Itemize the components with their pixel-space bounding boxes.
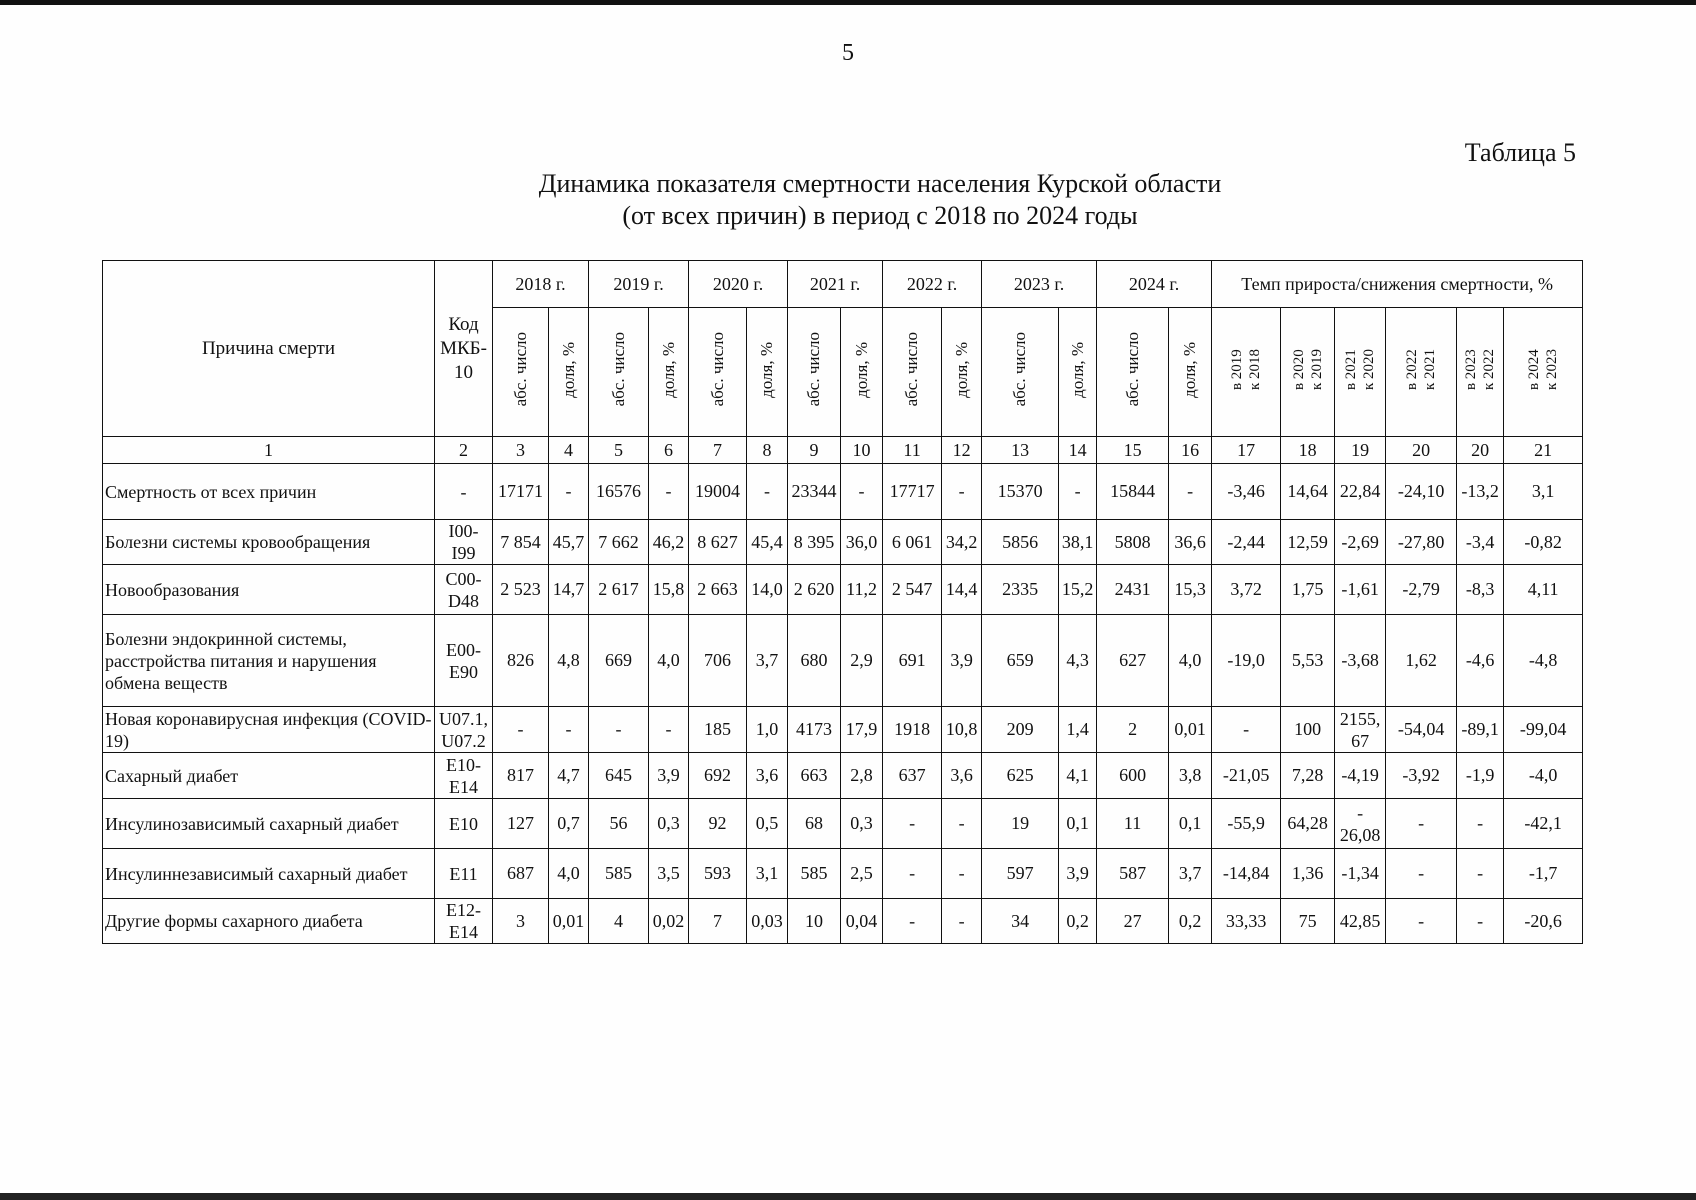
- header-rate-label: в 2021 к 2020: [1343, 348, 1378, 391]
- mortality-table: [102, 260, 1583, 944]
- value-cell: -: [883, 799, 942, 849]
- header-share-3: [841, 308, 883, 437]
- value-cell: -: [747, 464, 788, 520]
- value-cell: -: [1457, 849, 1504, 899]
- header-year-2022: 2022 г.: [883, 261, 982, 308]
- column-number: 10: [841, 437, 883, 464]
- scan-bottom-edge: [0, 1193, 1696, 1200]
- header-rate-col-3: [1386, 308, 1457, 437]
- header-abs-count-6: [1097, 308, 1169, 437]
- value-cell: 625: [982, 753, 1059, 799]
- value-cell: 17717: [883, 464, 942, 520]
- column-number: 9: [788, 437, 841, 464]
- value-cell: -14,84: [1212, 849, 1281, 899]
- value-cell: 5856: [982, 520, 1059, 565]
- value-cell: -2,44: [1212, 520, 1281, 565]
- icd-code-cell: U07.1, U07.2: [435, 707, 493, 753]
- value-cell: 75: [1281, 899, 1335, 944]
- cause-cell: Болезни эндокринной системы, расстройства питания и нарушения обмена веществ: [103, 615, 435, 707]
- header-year-2024: 2024 г.: [1097, 261, 1212, 308]
- value-cell: 42,85: [1335, 899, 1386, 944]
- table-title: [440, 168, 1320, 232]
- value-cell: 14,4: [942, 565, 982, 615]
- value-cell: 7,28: [1281, 753, 1335, 799]
- cause-cell: Болезни системы кровообращения: [103, 520, 435, 565]
- header-share-0: [549, 308, 589, 437]
- table-row: [103, 464, 1583, 520]
- value-cell: 15,2: [1059, 565, 1097, 615]
- value-cell: 17,9: [841, 707, 883, 753]
- value-cell: -20,6: [1504, 899, 1583, 944]
- cause-cell: Сахарный диабет: [103, 753, 435, 799]
- value-cell: -3,92: [1386, 753, 1457, 799]
- value-cell: -27,80: [1386, 520, 1457, 565]
- value-cell: 15844: [1097, 464, 1169, 520]
- value-cell: 3,8: [1169, 753, 1212, 799]
- value-cell: -: [1386, 799, 1457, 849]
- value-cell: 1,4: [1059, 707, 1097, 753]
- value-cell: 2 547: [883, 565, 942, 615]
- value-cell: -1,9: [1457, 753, 1504, 799]
- header-rate-label: в 2022 к 2021: [1404, 348, 1439, 391]
- value-cell: 0,1: [1059, 799, 1097, 849]
- value-cell: 0,7: [549, 799, 589, 849]
- column-number: 2: [435, 437, 493, 464]
- value-cell: -8,3: [1457, 565, 1504, 615]
- header-share-label: доля, %: [1180, 341, 1200, 398]
- table-row: [103, 753, 1583, 799]
- value-cell: 34,2: [942, 520, 982, 565]
- value-cell: 687: [493, 849, 549, 899]
- header-year-2019: 2019 г.: [589, 261, 689, 308]
- value-cell: 127: [493, 799, 549, 849]
- icd-code-cell: C00- D48: [435, 565, 493, 615]
- header-year-2020: 2020 г.: [689, 261, 788, 308]
- value-cell: 15370: [982, 464, 1059, 520]
- value-cell: 2155, 67: [1335, 707, 1386, 753]
- value-cell: 17171: [493, 464, 549, 520]
- cause-cell: Другие формы сахарного диабета: [103, 899, 435, 944]
- value-cell: 0,03: [747, 899, 788, 944]
- value-cell: -: [942, 899, 982, 944]
- value-cell: -54,04: [1386, 707, 1457, 753]
- cause-cell: Новая коронавирусная инфекция (COVID-19): [103, 707, 435, 753]
- value-cell: 23344: [788, 464, 841, 520]
- value-cell: -55,9: [1212, 799, 1281, 849]
- column-number: 20: [1386, 437, 1457, 464]
- value-cell: 0,01: [1169, 707, 1212, 753]
- header-abs-count-2: [689, 308, 747, 437]
- value-cell: 0,1: [1169, 799, 1212, 849]
- value-cell: 692: [689, 753, 747, 799]
- value-cell: - 26,08: [1335, 799, 1386, 849]
- value-cell: -: [942, 464, 982, 520]
- value-cell: -: [841, 464, 883, 520]
- value-cell: -2,69: [1335, 520, 1386, 565]
- icd-code-cell: I00- I99: [435, 520, 493, 565]
- value-cell: 36,6: [1169, 520, 1212, 565]
- column-number-row: [103, 437, 1583, 464]
- value-cell: 45,7: [549, 520, 589, 565]
- value-cell: -: [649, 464, 689, 520]
- header-abs-label: абс. число: [608, 332, 628, 407]
- column-number: 4: [549, 437, 589, 464]
- column-number: 3: [493, 437, 549, 464]
- value-cell: 4,0: [1169, 615, 1212, 707]
- header-rate-col-4: [1457, 308, 1504, 437]
- cause-cell: Инсулиннезависимый сахарный диабет: [103, 849, 435, 899]
- icd-code-cell: E10- E14: [435, 753, 493, 799]
- value-cell: -4,0: [1504, 753, 1583, 799]
- value-cell: 10: [788, 899, 841, 944]
- value-cell: -4,8: [1504, 615, 1583, 707]
- value-cell: 2335: [982, 565, 1059, 615]
- value-cell: 0,04: [841, 899, 883, 944]
- icd-code-cell: E12- E14: [435, 899, 493, 944]
- header-share-2: [747, 308, 788, 437]
- value-cell: 645: [589, 753, 649, 799]
- header-rate-label: в 2024 к 2023: [1526, 348, 1561, 391]
- header-rate-col-5: [1504, 308, 1583, 437]
- value-cell: -: [1457, 899, 1504, 944]
- value-cell: 680: [788, 615, 841, 707]
- value-cell: -: [883, 899, 942, 944]
- value-cell: 68: [788, 799, 841, 849]
- value-cell: 209: [982, 707, 1059, 753]
- value-cell: -1,34: [1335, 849, 1386, 899]
- icd-code-cell: E11: [435, 849, 493, 899]
- table-label: Таблица 5: [1464, 138, 1576, 167]
- header-abs-label: абс. число: [1122, 332, 1142, 407]
- header-share-label: доля, %: [658, 341, 678, 398]
- value-cell: 36,0: [841, 520, 883, 565]
- value-cell: 1,0: [747, 707, 788, 753]
- value-cell: -4,19: [1335, 753, 1386, 799]
- header-year-2023: 2023 г.: [982, 261, 1097, 308]
- value-cell: 64,28: [1281, 799, 1335, 849]
- value-cell: 600: [1097, 753, 1169, 799]
- column-number: 17: [1212, 437, 1281, 464]
- column-number: 1: [103, 437, 435, 464]
- value-cell: 7: [689, 899, 747, 944]
- header-share-label: доля, %: [757, 341, 777, 398]
- value-cell: 14,64: [1281, 464, 1335, 520]
- value-cell: 5808: [1097, 520, 1169, 565]
- value-cell: 4: [589, 899, 649, 944]
- page-number: 5: [842, 40, 854, 66]
- value-cell: 2 617: [589, 565, 649, 615]
- value-cell: 1918: [883, 707, 942, 753]
- value-cell: 0,01: [549, 899, 589, 944]
- value-cell: 663: [788, 753, 841, 799]
- value-cell: 4,7: [549, 753, 589, 799]
- value-cell: 8 627: [689, 520, 747, 565]
- value-cell: 1,36: [1281, 849, 1335, 899]
- value-cell: 0,5: [747, 799, 788, 849]
- cause-cell: Инсулинозависимый сахарный диабет: [103, 799, 435, 849]
- value-cell: 19: [982, 799, 1059, 849]
- header-code: Код МКБ- 10: [435, 261, 493, 437]
- value-cell: -3,4: [1457, 520, 1504, 565]
- value-cell: 22,84: [1335, 464, 1386, 520]
- header-abs-label: абс. число: [804, 332, 824, 407]
- value-cell: -: [1212, 707, 1281, 753]
- header-abs-count-1: [589, 308, 649, 437]
- value-cell: 14,0: [747, 565, 788, 615]
- value-cell: 659: [982, 615, 1059, 707]
- header-abs-label: абс. число: [510, 332, 530, 407]
- column-number: 21: [1504, 437, 1583, 464]
- value-cell: 11: [1097, 799, 1169, 849]
- column-number: 11: [883, 437, 942, 464]
- value-cell: -: [549, 464, 589, 520]
- header-abs-count-3: [788, 308, 841, 437]
- value-cell: 92: [689, 799, 747, 849]
- header-year-2018: 2018 г.: [493, 261, 589, 308]
- value-cell: 3,9: [942, 615, 982, 707]
- icd-code-cell: -: [435, 464, 493, 520]
- value-cell: 3,7: [747, 615, 788, 707]
- header-share-6: [1169, 308, 1212, 437]
- table-row: [103, 799, 1583, 849]
- value-cell: 15,8: [649, 565, 689, 615]
- value-cell: 5,53: [1281, 615, 1335, 707]
- value-cell: 10,8: [942, 707, 982, 753]
- header-abs-count-5: [982, 308, 1059, 437]
- column-number: 8: [747, 437, 788, 464]
- header-share-label: доля, %: [951, 341, 971, 398]
- scan-top-edge: [0, 0, 1696, 5]
- header-share-1: [649, 308, 689, 437]
- value-cell: 1,62: [1386, 615, 1457, 707]
- value-cell: 45,4: [747, 520, 788, 565]
- value-cell: 56: [589, 799, 649, 849]
- value-cell: 11,2: [841, 565, 883, 615]
- value-cell: 2,5: [841, 849, 883, 899]
- table-row: [103, 520, 1583, 565]
- column-number: 7: [689, 437, 747, 464]
- value-cell: 3,6: [942, 753, 982, 799]
- value-cell: 597: [982, 849, 1059, 899]
- value-cell: -24,10: [1386, 464, 1457, 520]
- value-cell: 14,7: [549, 565, 589, 615]
- value-cell: 669: [589, 615, 649, 707]
- value-cell: 27: [1097, 899, 1169, 944]
- value-cell: 627: [1097, 615, 1169, 707]
- value-cell: -: [493, 707, 549, 753]
- value-cell: 691: [883, 615, 942, 707]
- value-cell: -42,1: [1504, 799, 1583, 849]
- icd-code-cell: E10: [435, 799, 493, 849]
- header-rate-col-0: [1212, 308, 1281, 437]
- value-cell: 2 523: [493, 565, 549, 615]
- value-cell: 7 854: [493, 520, 549, 565]
- header-abs-count-0: [493, 308, 549, 437]
- value-cell: -4,6: [1457, 615, 1504, 707]
- value-cell: 38,1: [1059, 520, 1097, 565]
- header-rate-col-2: [1335, 308, 1386, 437]
- header-abs-label: абс. число: [902, 332, 922, 407]
- value-cell: 34: [982, 899, 1059, 944]
- value-cell: 585: [788, 849, 841, 899]
- value-cell: 587: [1097, 849, 1169, 899]
- value-cell: 2431: [1097, 565, 1169, 615]
- value-cell: 3,72: [1212, 565, 1281, 615]
- value-cell: 15,3: [1169, 565, 1212, 615]
- value-cell: 3,9: [1059, 849, 1097, 899]
- header-abs-label: абс. число: [1010, 332, 1030, 407]
- value-cell: 585: [589, 849, 649, 899]
- value-cell: -2,79: [1386, 565, 1457, 615]
- value-cell: -1,7: [1504, 849, 1583, 899]
- header-share-label: доля, %: [558, 341, 578, 398]
- value-cell: 2 620: [788, 565, 841, 615]
- value-cell: -89,1: [1457, 707, 1504, 753]
- column-number: 15: [1097, 437, 1169, 464]
- column-number: 16: [1169, 437, 1212, 464]
- header-share-label: доля, %: [1067, 341, 1087, 398]
- value-cell: -: [1386, 899, 1457, 944]
- value-cell: 4,11: [1504, 565, 1583, 615]
- header-share-5: [1059, 308, 1097, 437]
- value-cell: 637: [883, 753, 942, 799]
- header-share-4: [942, 308, 982, 437]
- value-cell: 3,1: [747, 849, 788, 899]
- value-cell: 3,7: [1169, 849, 1212, 899]
- value-cell: -: [883, 849, 942, 899]
- value-cell: 593: [689, 849, 747, 899]
- cause-cell: Новообразования: [103, 565, 435, 615]
- value-cell: 7 662: [589, 520, 649, 565]
- column-number: 14: [1059, 437, 1097, 464]
- value-cell: 100: [1281, 707, 1335, 753]
- value-cell: -: [1059, 464, 1097, 520]
- value-cell: 16576: [589, 464, 649, 520]
- value-cell: -3,68: [1335, 615, 1386, 707]
- header-cause: Причина смерти: [103, 261, 435, 437]
- table-row: [103, 707, 1583, 753]
- value-cell: 19004: [689, 464, 747, 520]
- icd-code-cell: E00- E90: [435, 615, 493, 707]
- value-cell: 4,3: [1059, 615, 1097, 707]
- value-cell: -: [1386, 849, 1457, 899]
- value-cell: 2: [1097, 707, 1169, 753]
- value-cell: 4,0: [549, 849, 589, 899]
- column-number: 13: [982, 437, 1059, 464]
- header-abs-label: абс. число: [707, 332, 727, 407]
- header-rate-label: в 2020 к 2019: [1290, 348, 1325, 391]
- value-cell: 185: [689, 707, 747, 753]
- value-cell: 4173: [788, 707, 841, 753]
- header-rate-label: в 2023 к 2022: [1463, 348, 1498, 391]
- header-rate: Темп прироста/снижения смертности, %: [1212, 261, 1583, 308]
- value-cell: 826: [493, 615, 549, 707]
- value-cell: 0,2: [1059, 899, 1097, 944]
- value-cell: 2 663: [689, 565, 747, 615]
- value-cell: -1,61: [1335, 565, 1386, 615]
- value-cell: 4,0: [649, 615, 689, 707]
- value-cell: 8 395: [788, 520, 841, 565]
- value-cell: -: [649, 707, 689, 753]
- value-cell: -: [942, 849, 982, 899]
- value-cell: -13,2: [1457, 464, 1504, 520]
- value-cell: -21,05: [1212, 753, 1281, 799]
- value-cell: -19,0: [1212, 615, 1281, 707]
- value-cell: -: [1457, 799, 1504, 849]
- value-cell: 706: [689, 615, 747, 707]
- column-number: 20: [1457, 437, 1504, 464]
- table-row: [103, 899, 1583, 944]
- value-cell: 12,59: [1281, 520, 1335, 565]
- value-cell: -99,04: [1504, 707, 1583, 753]
- value-cell: 0,3: [649, 799, 689, 849]
- header-share-label: доля, %: [851, 341, 871, 398]
- value-cell: 3,9: [649, 753, 689, 799]
- value-cell: 2,8: [841, 753, 883, 799]
- value-cell: 3,5: [649, 849, 689, 899]
- value-cell: 3: [493, 899, 549, 944]
- value-cell: 1,75: [1281, 565, 1335, 615]
- header-rate-label: в 2019 к 2018: [1229, 348, 1264, 391]
- value-cell: 6 061: [883, 520, 942, 565]
- table-row: [103, 615, 1583, 707]
- value-cell: 817: [493, 753, 549, 799]
- value-cell: -: [589, 707, 649, 753]
- cause-cell: Смертность от всех причин: [103, 464, 435, 520]
- header-rate-col-1: [1281, 308, 1335, 437]
- column-number: 18: [1281, 437, 1335, 464]
- value-cell: -0,82: [1504, 520, 1583, 565]
- table-row: [103, 849, 1583, 899]
- header-abs-count-4: [883, 308, 942, 437]
- value-cell: 0,02: [649, 899, 689, 944]
- value-cell: 4,8: [549, 615, 589, 707]
- value-cell: 33,33: [1212, 899, 1281, 944]
- value-cell: 3,1: [1504, 464, 1583, 520]
- value-cell: -: [1169, 464, 1212, 520]
- title-line-1: Динамика показателя смертности населения Курской области: [538, 169, 1222, 198]
- value-cell: -: [942, 799, 982, 849]
- column-number: 5: [589, 437, 649, 464]
- column-number: 6: [649, 437, 689, 464]
- value-cell: 2,9: [841, 615, 883, 707]
- column-number: 12: [942, 437, 982, 464]
- value-cell: 3,6: [747, 753, 788, 799]
- value-cell: 4,1: [1059, 753, 1097, 799]
- table-row: [103, 565, 1583, 615]
- title-line-2: (от всех причин) в период с 2018 по 2024 годы: [622, 201, 1138, 230]
- value-cell: 0,2: [1169, 899, 1212, 944]
- value-cell: 46,2: [649, 520, 689, 565]
- value-cell: -: [549, 707, 589, 753]
- header-year-2021: 2021 г.: [788, 261, 883, 308]
- value-cell: -3,46: [1212, 464, 1281, 520]
- column-number: 19: [1335, 437, 1386, 464]
- value-cell: 0,3: [841, 799, 883, 849]
